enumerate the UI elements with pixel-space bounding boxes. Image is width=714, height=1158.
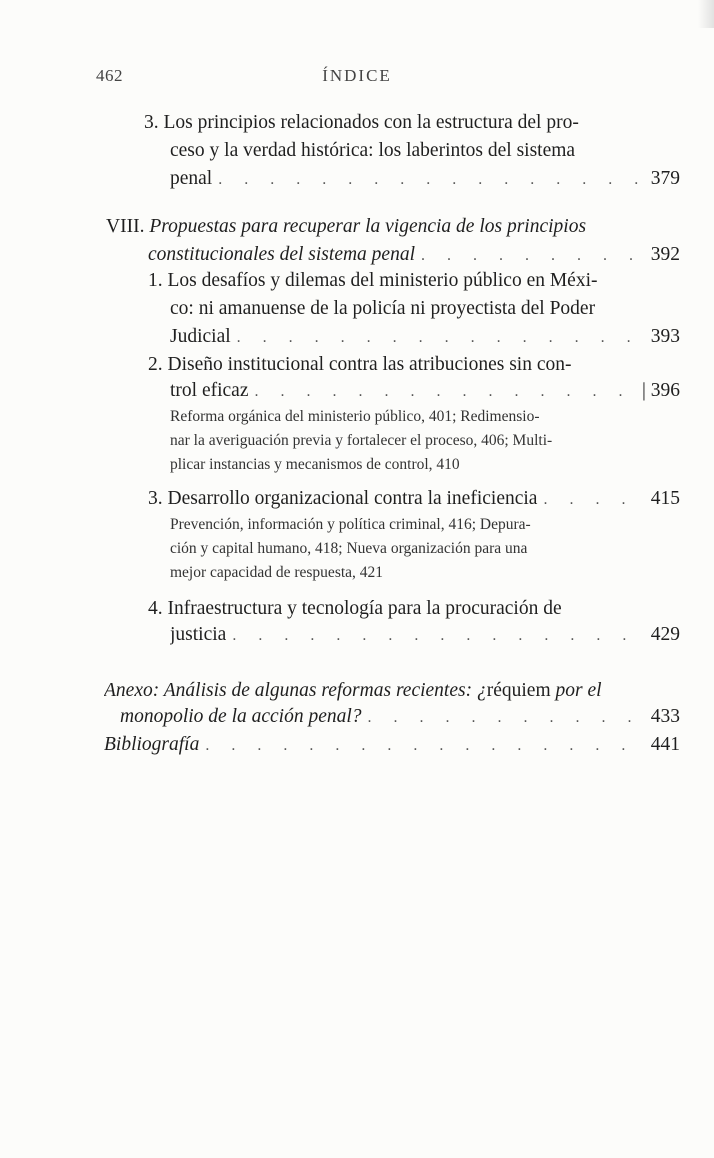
section-3-page: 415 <box>650 488 680 509</box>
section-3-detail-2: ción y capital humano, 418; Nueva organización para una <box>170 540 528 557</box>
running-title: ÍNDICE <box>322 66 392 85</box>
scan-corner-mark <box>698 0 714 28</box>
section-4-line-1: 4. Infraestructura y tecnología para la procuración de <box>148 598 562 619</box>
chapter-viii-title-2: constitucionales del sistema penal <box>148 244 416 265</box>
dot-leader <box>537 485 648 514</box>
section-1-page: 393 <box>650 326 680 347</box>
dot-leader <box>362 703 648 732</box>
dot-leader <box>231 323 648 352</box>
section-1-text: Judicial <box>170 326 231 347</box>
section-1-line-3[interactable] <box>170 322 680 352</box>
section-4-line-2[interactable] <box>170 620 680 650</box>
chapter-viii-page: 392 <box>650 244 680 265</box>
section-2-text: trol eficaz <box>170 380 249 401</box>
chapter-viii-title-1: Propuestas para recuperar la vigencia de los principios <box>149 216 587 237</box>
section-4-text: justicia <box>170 624 227 645</box>
section-3-detail-3: mejor capacidad de respuesta, 421 <box>170 564 384 581</box>
section-2-line-1: 2. Diseño institucional contra las atribuciones sin con- <box>148 354 572 375</box>
page-header <box>0 66 714 96</box>
anexo-title-1c: por el <box>550 680 602 701</box>
chapter-viii-line-1 <box>106 212 646 242</box>
anexo-title-2: monopolio de la acción penal? <box>120 706 362 727</box>
dot-leader <box>212 165 648 194</box>
section-2-detail-1: Reforma orgánica del ministerio público, 401; Redimensio- <box>170 408 540 425</box>
section-3-line-1[interactable] <box>148 484 680 514</box>
section-1-line-2: co: ni amanuense de la policía ni proyectista del Poder <box>170 298 596 319</box>
section-1-line-1: 1. Los desafíos y dilemas del ministerio público en Méxi- <box>148 270 598 291</box>
dot-leader <box>249 377 642 406</box>
anexo-line-2[interactable] <box>120 702 680 732</box>
section-3-detail-1: Prevención, información y política criminal, 416; Depura- <box>170 516 531 533</box>
toc-entry-3-page: 379 <box>650 168 680 189</box>
toc-entry-3-text: penal <box>170 168 213 189</box>
section-2-detail-2: nar la averiguación previa y fortalecer el proceso, 406; Multi- <box>170 432 553 449</box>
bibliografia-page: 441 <box>650 734 680 755</box>
anexo-page: 433 <box>650 706 680 727</box>
bibliografia-title: Bibliografía <box>104 734 200 755</box>
anexo-title-1a: Anexo: Análisis de algunas reformas recientes: ¿ <box>104 680 487 701</box>
page-number: 462 <box>96 66 123 85</box>
chapter-viii-number: VIII. <box>106 216 145 237</box>
anexo-title-1b: réquiem <box>486 680 551 701</box>
section-2-line-2[interactable] <box>170 376 680 406</box>
dot-leader <box>199 731 648 760</box>
section-3-text: 3. Desarrollo organizacional contra la ineficiencia <box>148 488 538 509</box>
section-2-page: | 396 <box>641 380 680 401</box>
toc-entry-3-line-3[interactable] <box>170 164 680 194</box>
toc-entry-3-line-1: 3. Los principios relacionados con la estructura del pro- <box>144 112 579 133</box>
toc-entry-3-line-2: ceso y la verdad histórica: los laberintos del sistema <box>170 140 576 161</box>
bibliografia-line[interactable] <box>104 730 680 760</box>
section-4-page: 429 <box>650 624 680 645</box>
dot-leader <box>226 621 648 650</box>
section-2-detail-3: plicar instancias y mecanismos de control, 410 <box>170 456 460 473</box>
